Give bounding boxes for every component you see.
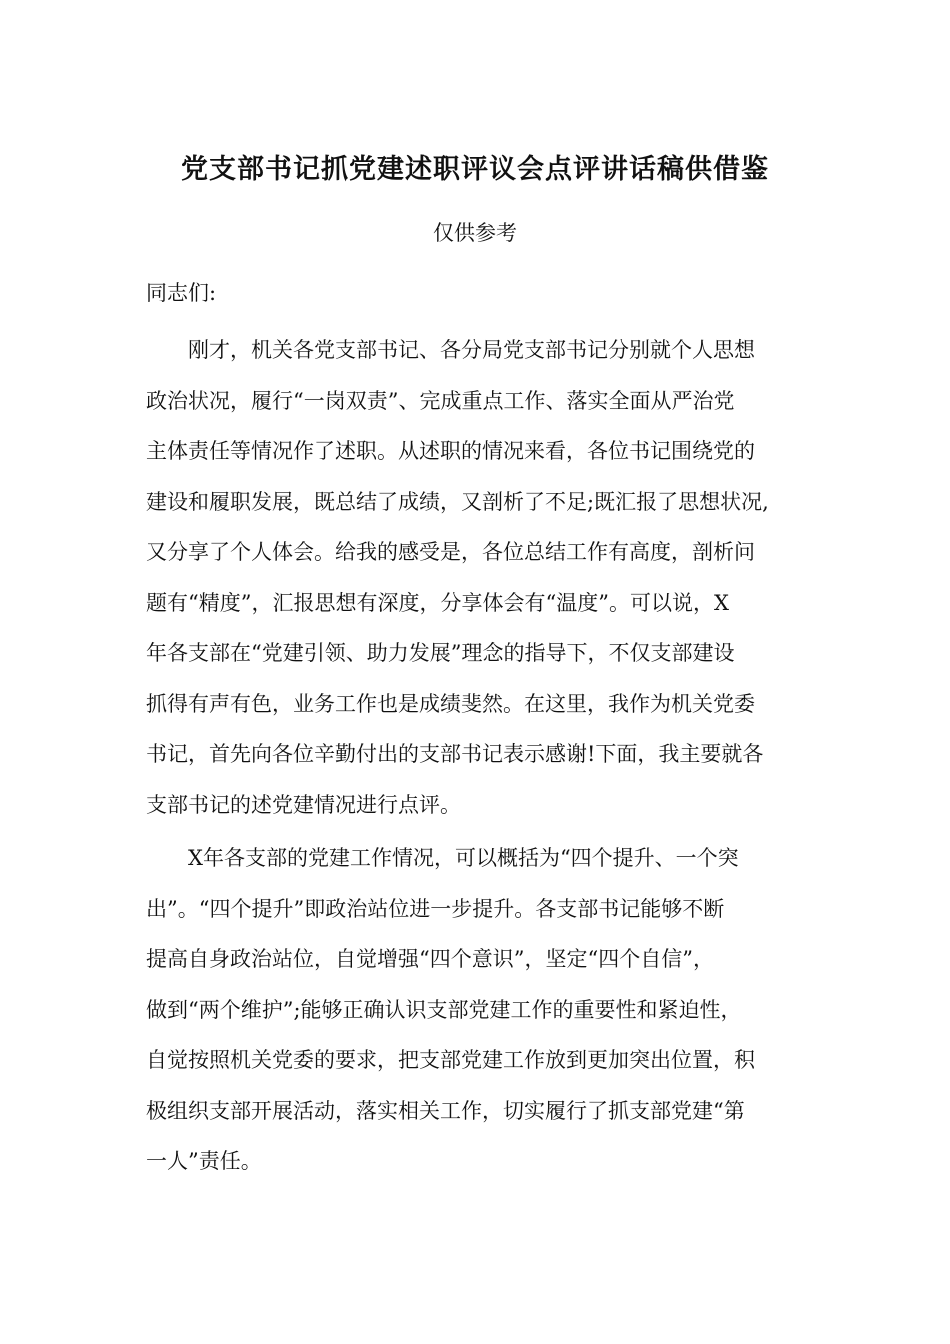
paragraph-line: X年各支部的党建工作情况，可以概括为“四个提升、一个突 [188,846,739,870]
paragraph-line: 政治状况，履行“一岗双责”、完成重点工作、落实全面从严治党 [146,388,735,413]
paragraph-line: 刚才，机关各党支部书记、各分局党支部书记分别就个人思想 [188,338,755,362]
document-title: 党支部书记抓党建述职评议会点评讲话稿供借鉴 [181,154,769,185]
paragraph-line: 支部书记的述党建情况进行点评。 [146,792,461,817]
paragraph-line: 提高自身政治站位，自觉增强“四个意识”，坚定“四个自信”， [146,947,714,971]
paragraph-line: 一人”责任。 [146,1149,262,1173]
paragraph-line: 题有“精度”，汇报思想有深度，分享体会有“温度”。可以说，X [146,590,729,615]
paragraph-line: 自觉按照机关党委的要求，把支部党建工作放到更加突出位置，积 [146,1048,755,1072]
paragraph-line: 年各支部在“党建引领、助力发展”理念的指导下，不仅支部建设 [146,641,735,665]
paragraph-line: 主体责任等情况作了述职。从述职的情况来看，各位书记围绕党的 [146,439,755,463]
paragraph-line: 抓得有声有色，业务工作也是成绩斐然。在这里，我作为机关党委 [146,691,755,716]
paragraph-line: 又分享了个人体会。给我的感受是，各位总结工作有高度，剖析问 [146,540,755,564]
paragraph-line: 做到“两个维护”;能够正确认识支部党建工作的重要性和紧迫性， [146,997,742,1022]
document-subtitle: 仅供参考 [433,221,517,245]
paragraph-2 [146,833,806,1187]
paragraph-line: 极组织支部开展活动，落实相关工作，切实履行了抓支部党建“第 [146,1098,745,1123]
paragraph-1 [146,325,806,830]
paragraph-line: 书记，首先向各位辛勤付出的支部书记表示感谢!下面，我主要就各 [146,742,764,766]
paragraph-line: 建设和履职发展，既总结了成绩，又剖析了不足;既汇报了思想状况, [146,489,769,514]
salutation: 同志们: [146,281,217,305]
paragraph-line: 出”。“四个提升”即政治站位进一步提升。各支部书记能够不断 [146,896,725,921]
